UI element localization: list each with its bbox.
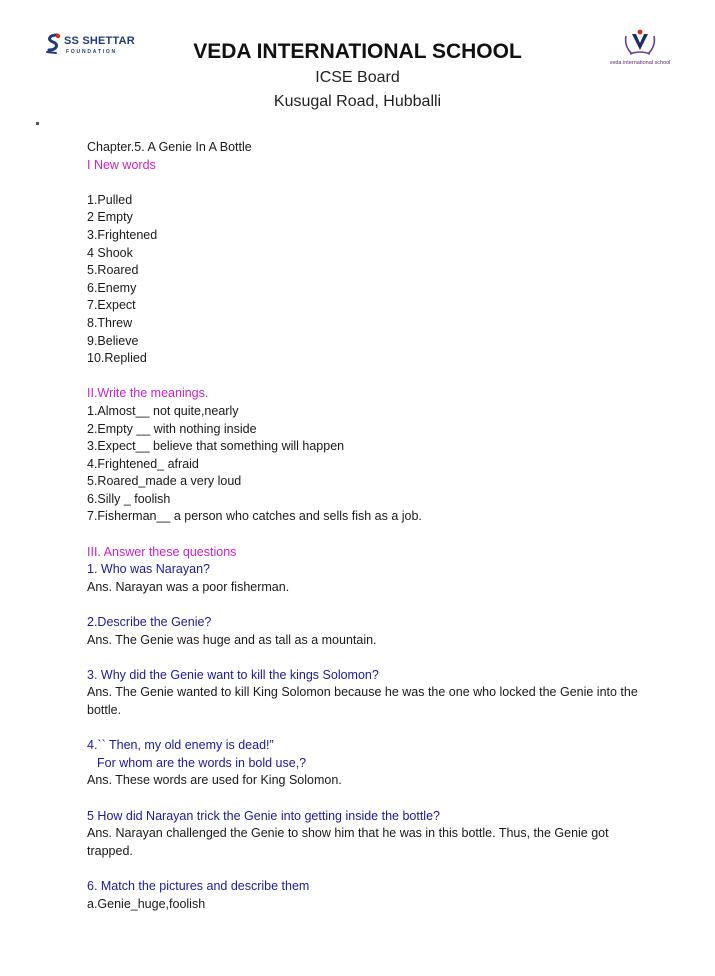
list-item: 4 Shook bbox=[87, 245, 133, 260]
section-heading-new-words: I New words bbox=[87, 157, 156, 172]
logo-caption: veda international school bbox=[609, 60, 671, 66]
list-item: 1.Pulled bbox=[87, 192, 133, 207]
list-item: 7.Fisherman__ a person who catches and sells fish as a job. bbox=[87, 509, 422, 524]
question-5: 5 How did Narayan trick the Genie into getting inside the bottle? bbox=[87, 808, 440, 823]
section-heading-questions: III. Answer these questions bbox=[87, 544, 237, 559]
board-name: ICSE Board bbox=[315, 69, 400, 86]
question-3: 3. Why did the Genie want to kill the kings Solomon? bbox=[87, 667, 379, 682]
meanings-list bbox=[87, 403, 647, 526]
answer-4: Ans. These words are used for King Solomon. bbox=[87, 773, 342, 788]
list-item: 1.Almost__ not quite,nearly bbox=[87, 403, 239, 418]
list-item: 4.Frightened_ afraid bbox=[87, 456, 199, 471]
list-item: 6.Silly _ foolish bbox=[87, 491, 171, 506]
question-1: 1. Who was Narayan? bbox=[87, 562, 210, 577]
question-4: 4.`` Then, my old enemy is dead!” bbox=[87, 738, 274, 753]
list-item: 2.Empty __ with nothing inside bbox=[87, 421, 257, 436]
list-item: 8.Threw bbox=[87, 315, 133, 330]
list-item: 5.Roared_made a very loud bbox=[87, 474, 242, 489]
logo-subtitle: FOUNDATION bbox=[66, 49, 117, 55]
list-item: 5.Roared bbox=[87, 263, 139, 278]
question-4-subline: For whom are the words in bold use,? bbox=[97, 755, 307, 770]
bullet-mark bbox=[36, 122, 39, 125]
list-item: 9.Believe bbox=[87, 333, 139, 348]
section-heading-meanings: II.Write the meanings. bbox=[87, 386, 209, 401]
answer-1: Ans. Narayan was a poor fisherman. bbox=[87, 579, 290, 594]
answer-5: Ans. Narayan challenged the Genie to show him that he was in this bottle. Thus, the Genie got trapped. bbox=[87, 826, 609, 858]
logo-name: SS SHETTAR bbox=[64, 35, 135, 47]
question-2: 2.Describe the Genie? bbox=[87, 615, 212, 630]
list-item: 3.Expect__ believe that something will happen bbox=[87, 439, 345, 454]
list-item: 7.Expect bbox=[87, 298, 136, 313]
chapter-title: Chapter.5. A Genie In A Bottle bbox=[87, 140, 252, 154]
answer-6: a.Genie_huge,foolish bbox=[87, 896, 206, 911]
question-6: 6. Match the pictures and describe them bbox=[87, 878, 310, 893]
list-item: 2 Empty bbox=[87, 210, 133, 225]
list-item: 3.Frightened bbox=[87, 227, 158, 242]
answer-2: Ans. The Genie was huge and as tall as a mountain. bbox=[87, 632, 377, 647]
answer-3: Ans. The Genie wanted to kill King Solomon because he was the one who locked the Genie into the bottle. bbox=[87, 685, 638, 717]
school-address: Kusugal Road, Hubballi bbox=[273, 93, 442, 110]
list-item: 10.Replied bbox=[87, 351, 147, 366]
list-item: 6.Enemy bbox=[87, 280, 137, 295]
school-name: VEDA INTERNATIONAL SCHOOL bbox=[193, 40, 522, 63]
worksheet-content bbox=[87, 139, 647, 913]
new-words-list bbox=[87, 192, 647, 368]
